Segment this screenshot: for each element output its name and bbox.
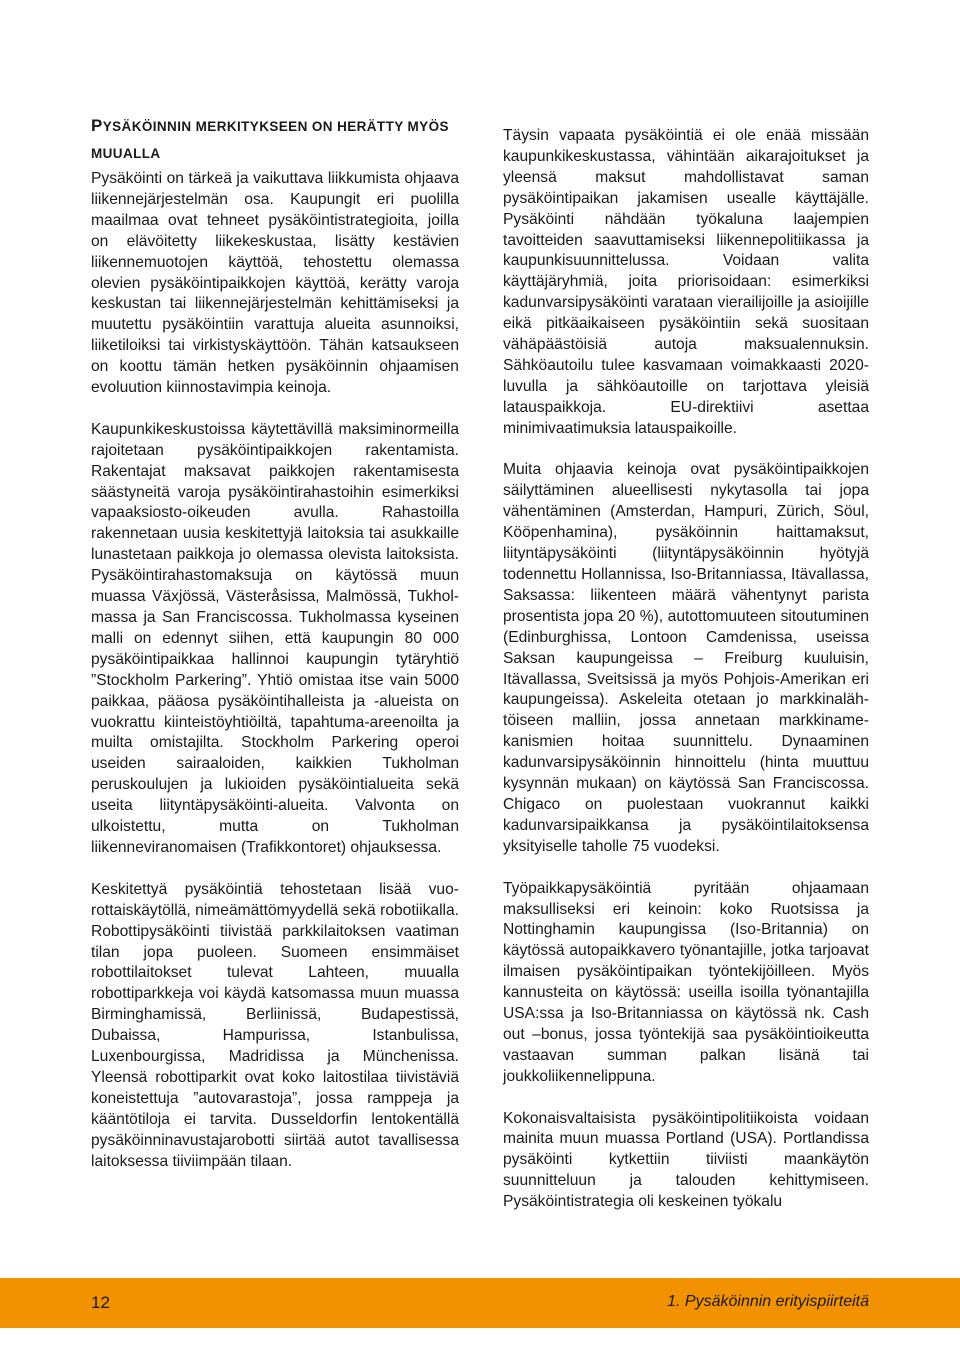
paragraph-robot-parking: Keskitettyä pysäköintiä tehostetaan lisää vuorottaiskäytöllä, nimeämättömyydellä sekä robotiikalla. Robottipysäköinti tiivistää parkkilaitoksen vaatiman tilan jopa puoleen. Suomeen ensimmäiset robottilaitokset tulevat Lahteen, muualla robottiparkkeja voi käydä katsomassa muun muassa Birminghamissä, Berliinissä, Budapestissä, Dubaissa, Hampurissa, Istanbulissa, Luxenbourgissa, Madridissa ja Münchenissa. Yleensä robottiparkit ovat koko laitostilaa tiivistäviä koneistettuja ”autovarastoja”, jossa ramppeja ja kääntötiloja ei tarvita. Dusseldorfin lentokentällä pysäköinninavustajarobotti siirtää autot tavallisessa laitoksessa tiiviimpään tilaan. (91, 880, 459, 1170)
paragraph-free-parking: Täysin vapaata pysäköintiä ei ole enää missään kaupunkikeskustassa, vähintään aikarajoitukset ja yleensä maksut mahdollistavat saman pysäköintipaikan jakamisen usealle käyttäjälle. Pysäköinti nähdään työkaluna laajempien tavoitteiden saavuttamiseksi liikennepolitiikassa ja kaupunkisuunnittelussa. Voidaan valita käyttäjäryhmiä, joita priorisoidaan: esimerkiksi kadunvarsipysäköinti varataan vierailijoille ja asioijille eikä pitkäaikaiseen pysäköintiin sekä suositaan vähäpäästöisiä autoja maksualennuksin. Sähköautoilu tulee kasvamaan voimakkaasti 2020-luvulla ja sähköautoille on tarjottava yleisiä latauspaikkoja. EU-direktiivi asettaa minimivaatimuksia latauspaikoille. (503, 127, 869, 437)
paragraph-workplace-parking: Työpaikkapysäköintiä pyritään ohjaamaan maksulliseksi eri keinoin: koko Ruotsissa ja Nottinghamin kaupungissa (Iso-Britannia) on käytössä autopaikkavero työnantajille, jotka tarjoavat ilmaisen pysäköintipaikan työntekijöilleen. Myös kannusteita on käytössä: useilla isoilla työnantajilla USA:ssa ja Iso-Britanniassa on käytössä nk. Cash out –bonus, jossa työntekijä saa pysäköintioikeutta vastaavan summan palkan lisänä tai joukkoliikennelippuna. (503, 879, 869, 1085)
paragraph-other-measures: Muita ohjaavia keinoja ovat pysäköintipaikkojen säilyttäminen alueellisesti nykytasolla tai jopa vähentäminen (Amsterdan, Hampuri, Zürich, Söul, Kööpenhamina), pysäköinnin haittamaksut, liityntäpysäköinti (liityntäpysäköinnin hyötyjä todennettu Hollannissa, Iso-Britanniassa, Itävallassa, Saksassa: liikenteen määrä vähentynyt parista prosentista jopa 20 %), autottomuuteen sitoutuminen (Edinburghissa, Lontoon Camdenissa, useissa Saksan kaupungeissa – Freiburg kuuluisin, Itävallassa, Sveitsissä ja myös Pohjois-Amerikan eri kaupungeissa). Askeleita otetaan jo markkinalähtöiseen malliin, jossa annetaan markkinamekanismien hoitaa suunnittelu. Dynaaminen kadunvarsipysäköinnin hinnoittelu (hinta muuttuu kysynnän mukaan) on käytössä San Franciscossa. Chigaco on puolestaan vuokrannut kaikki kadunvarsipaikkansa ja pysäköintilaitoksensa yksityiselle taholle 75 vuodeksi. (503, 461, 869, 855)
paragraph-intro: Pysäköinti on tärkeä ja vaikuttava liikkumista ohjaava liikennejärjestelmän osa. Kaupungit eri puolilla maailmaa ovat tehneet pysäköintistrategioita, joilla on elävöitetty liikekeskustaa, lisätty kestävien liikennemuotojen käyttöä, tehostettu olemassa olevien pysäköintipaikkojen käyttöä, kerätty varoja keskustan tai liikennejärjestelmän kehittämiseksi ja muutettu pysäköintiin varattuja alueita asunnoiksi, liiketiloiksi tai virkistyskäyttöön. Tähän katsaukseen on koottu tämän hetken pysäköinnin ohjaamisen evoluution kiinnostavimpia keinoja. (91, 170, 459, 397)
heading-text: YSÄKÖINNIN MERKITYKSEEN ON HERÄTTY MYÖS MUUALLA (91, 119, 449, 161)
paragraph-maximum-norms: Kaupunkikeskustoissa käytettävillä maksiminormeilla rajoitetaan pysäköintipaikkojen rakentamista. Rakentajat maksavat paikkojen rakentamisesta säästyneitä varoja pysäköintirahastoihin esimerkiksi vapaaksiosto-oikeuden avulla. Rahastoilla rakennetaan uusia keskitettyjä laitoksia tai asukkaille lunastetaan paikkoja jo olemassa olevista laitoksista. Pysäköintirahastomaksuja on käytössä muun muassa Växjössä, Västeråsissa, Malmössä, Tukholmassa ja San Franciscossa. Tukholmassa kyseinen malli on edennyt siihen, että kaupungin 80 000 pysäköintipaikkaa hallinnoi kaupungin tytäryhtiö ”Stockholm Parkering”. Yhtiö omistaa itse vain 5000 paikkaa, pääosa pysäköintihalleista ja -alueista on vuokrattu kiinteistöyhtiöiltä, tapahtuma-areenoilta ja muilta omistajilta. Stockholm Parkering operoi useiden sairaaloiden, kaikkien Tukholman peruskoulujen ja lukioiden pysäköintialueita sekä useita liityntäpysäköinti-alueita. Valvonta on ulkoistettu, mutta on Tukholman liikenneviranomaisen (Trafikkontoret) ohjauksessa. (91, 420, 459, 856)
heading-initial: P (91, 116, 103, 135)
paragraph-comprehensive-policy: Kokonaisvaltaisista pysäköintipolitiikoista voidaan mainita muun muassa Portland (USA). Portlandissa pysäköinti kytkettiin tiiviisti maankäytön suunnitteluun ja talouden kehittymiseen. Pysäköintistrategia oli keskeinen työkalu (503, 1109, 869, 1211)
page-number: 12 (91, 1293, 110, 1312)
chapter-title: 1. Pysäköinnin erityispiirteitä (667, 1293, 869, 1310)
footer-band (0, 1278, 960, 1328)
section-heading (91, 112, 459, 167)
right-column (503, 126, 869, 1234)
left-column (91, 112, 459, 1193)
